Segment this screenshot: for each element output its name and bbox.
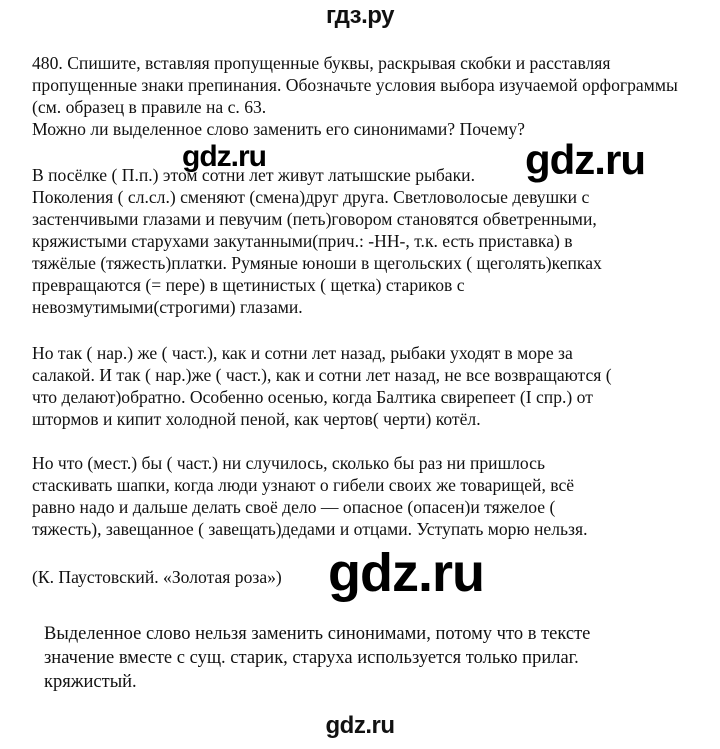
site-header-title: гдз.ру [326, 2, 394, 29]
answer-block [44, 622, 694, 694]
task-text: 480. Спишите, вставляя пропущенные буквы, раскрывая скобки и расставляя пропущенные знаки препинания. Обозначьте условия выбора изучаемой орфограммы (см. образец в правиле на с. 63. [32, 53, 678, 117]
paragraph-3 [32, 452, 692, 540]
paragraph-1 [32, 164, 692, 318]
text-line: стаскивать шапки, когда люди узнают о гибели своих же товарищей, всё [32, 475, 575, 495]
text-line: тяжесть), завещанное ( завещать)дедами и отцами. Уступать морю нельзя. [32, 519, 588, 539]
text-line: застенчивыми глазами и певучим (петь)говором становятся обветренными, [32, 209, 597, 229]
text-line: невозмутимыми(строгими) глазами. [32, 297, 303, 317]
text-line: превращаются (= пере) в щетинистых ( щетка) стариков с [32, 275, 465, 295]
text-line: штормов и кипит холодной пеной, как чертов( черти) котёл. [32, 409, 481, 429]
text-line: Но что (мест.) бы ( част.) ни случилось, сколько бы раз ни пришлось [32, 453, 545, 473]
text-line: тяжёлые (тяжесть)платки. Румяные юноши в щегольских ( щеголять)кепках [32, 253, 602, 273]
watermark: gdz.ru [525, 136, 645, 183]
source-citation: (К. Паустовский. «Золотая роза») [32, 567, 282, 587]
answer-line: кряжистый. [44, 672, 137, 692]
task-statement [32, 52, 692, 140]
watermark: gdz.ru [328, 543, 484, 603]
answer-line: значение вместе с сущ. старик, старуха используется только прилаг. [44, 648, 579, 668]
watermark: gdz.ru [182, 140, 266, 173]
task-question: Можно ли выделенное слово заменить его синонимами? Почему? [32, 119, 525, 139]
text-line: салакой. И так ( нар.)же ( част.), как и сотни лет назад, не все возвращаются ( [32, 365, 612, 385]
text-line: В посёлке ( П.п.) этом сотни лет живут латышские рыбаки. [32, 165, 475, 185]
text-line: Но так ( нар.) же ( част.), как и сотни лет назад, рыбаки уходят в море за [32, 343, 573, 363]
paragraph-2 [32, 342, 692, 430]
site-footer-title: gdz.ru [325, 712, 395, 739]
text-line: равно надо и дальше делать своё дело — опасное (опасен)и тяжелое ( [32, 497, 556, 517]
text-line: кряжистыми старухами закутанными(прич.: -НН-, т.к. есть приставка) в [32, 231, 573, 251]
text-line: что делают)обратно. Особенно осенью, когда Балтика свирепеет (I спр.) от [32, 387, 593, 407]
text-line: Поколения ( сл.сл.) сменяют (смена)друг друга. Светловолосые девушки с [32, 187, 590, 207]
answer-line: Выделенное слово нельзя заменить синонимами, потому что в тексте [44, 624, 591, 644]
